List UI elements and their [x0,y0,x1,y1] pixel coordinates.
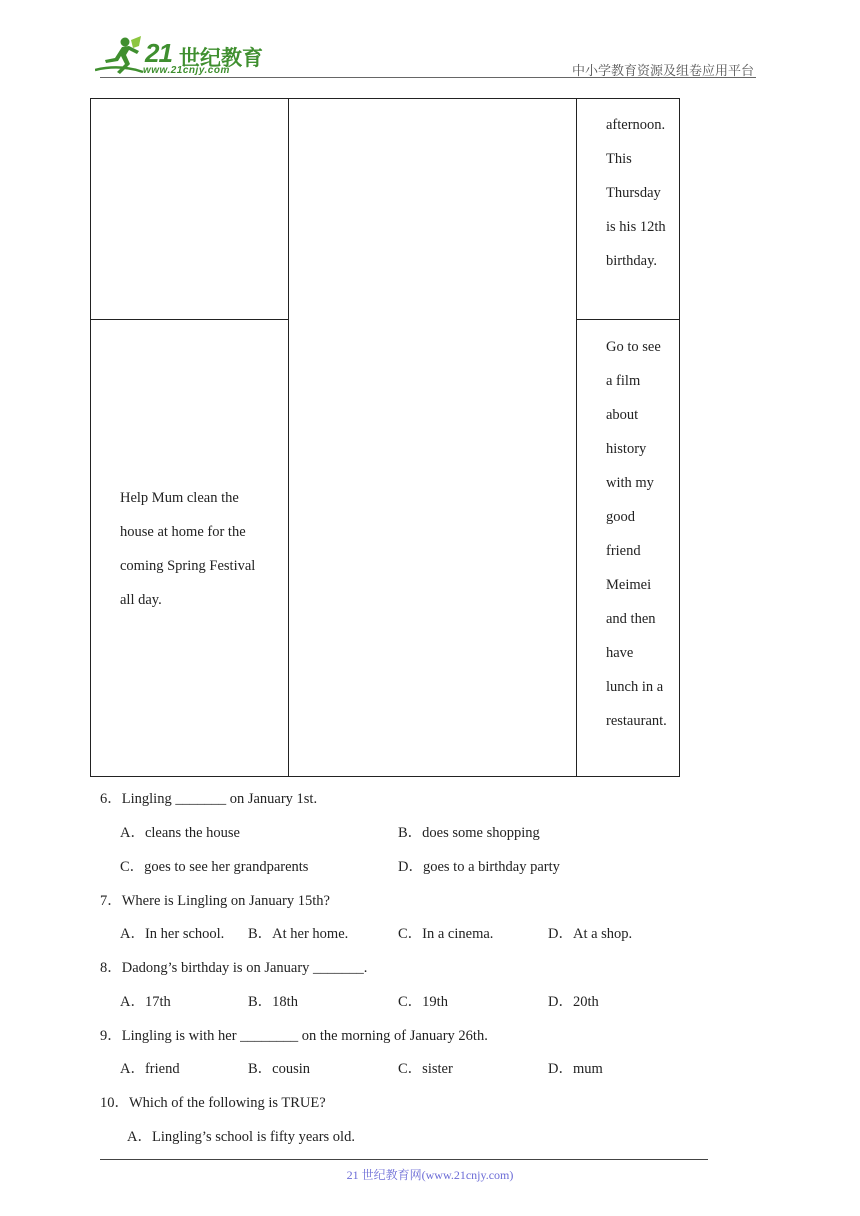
table-cell-row2-col3 [606,330,667,738]
table-col-divider-2 [576,98,577,777]
table-border-top [90,98,680,99]
cell-line: Meimei [606,577,652,593]
question-6-option-c[interactable]: C．goes to see her grandparents [120,859,309,875]
table-border-bottom [90,776,680,777]
question-7-option-d[interactable]: D．At a shop. [548,926,633,942]
cell-line: have [606,645,634,661]
question-8-option-d[interactable]: D．20th [548,994,599,1010]
logo-url: www.21cnjy.com [143,65,230,76]
header-divider [100,77,756,78]
schedule-table [90,98,680,777]
question-6-option-d[interactable]: D．goes to a birthday party [398,859,560,875]
question-10-option-a[interactable]: A．Lingling’s school is fifty years old. [127,1129,355,1145]
cell-line: house at home for the [120,524,246,540]
cell-line: is his 12th [606,219,666,235]
cell-line: This [606,151,632,167]
cell-line: friend [606,543,641,559]
question-7-option-b[interactable]: B．At her home. [248,926,349,942]
question-9-option-c[interactable]: C．sister [398,1061,453,1077]
cell-line: a film [606,373,641,389]
table-col-divider-1 [288,98,289,777]
cell-line: Thursday [606,185,661,201]
table-border-left [90,98,91,777]
question-9-option-a[interactable]: A．friend [120,1061,180,1077]
platform-title: 中小学教育资源及组卷应用平台 [571,64,754,79]
logo-name: 世纪教育 [179,46,263,70]
table-cell-row1-col3 [606,108,666,278]
question-8-stem: 8．Dadong’s birthday is on January _______. [100,960,368,976]
cell-line: with my [606,475,654,491]
cell-line: good [606,509,635,525]
question-9-option-d[interactable]: D．mum [548,1061,603,1077]
question-10-stem: 10．Which of the following is TRUE? [100,1095,326,1111]
question-8-option-c[interactable]: C．19th [398,994,448,1010]
site-logo [95,36,265,80]
cell-line: Help Mum clean the [120,490,239,506]
cell-line: Go to see [606,339,661,355]
cell-line: history [606,441,647,457]
cell-line: and then [606,611,656,627]
table-cell-row2-col1 [120,481,255,617]
question-7-option-a[interactable]: A．In her school. [120,926,225,942]
cell-line: birthday. [606,253,658,269]
question-7-option-c[interactable]: C．In a cinema. [398,926,494,942]
cell-line: coming Spring Festival [120,558,256,574]
question-9-option-b[interactable]: B．cousin [248,1061,311,1077]
cell-line: restaurant. [606,713,667,729]
question-7-stem: 7．Where is Lingling on January 15th? [100,893,330,909]
question-6-stem: 6．Lingling _______ on January 1st. [100,791,318,807]
table-row-divider-right [576,319,680,320]
cell-line: all day. [120,592,162,608]
question-9-stem: 9．Lingling is with her ________ on the morning of January 26th. [100,1028,488,1044]
running-man-icon [95,36,145,76]
logo-number: 21 [145,38,172,68]
cell-line: lunch in a [606,679,664,695]
question-6-option-b[interactable]: B．does some shopping [398,825,540,841]
footer-link[interactable]: 21 世纪教育网(www.21cnjy.com) [346,1168,514,1182]
question-8-option-b[interactable]: B．18th [248,994,298,1010]
cell-line: about [606,407,639,423]
question-6-option-a[interactable]: A．cleans the house [120,825,240,841]
table-row-divider-left [90,319,289,320]
question-8-option-a[interactable]: A．17th [120,994,171,1010]
table-border-right [679,98,680,777]
cell-line: afternoon. [606,117,666,133]
footer-divider [100,1159,708,1160]
